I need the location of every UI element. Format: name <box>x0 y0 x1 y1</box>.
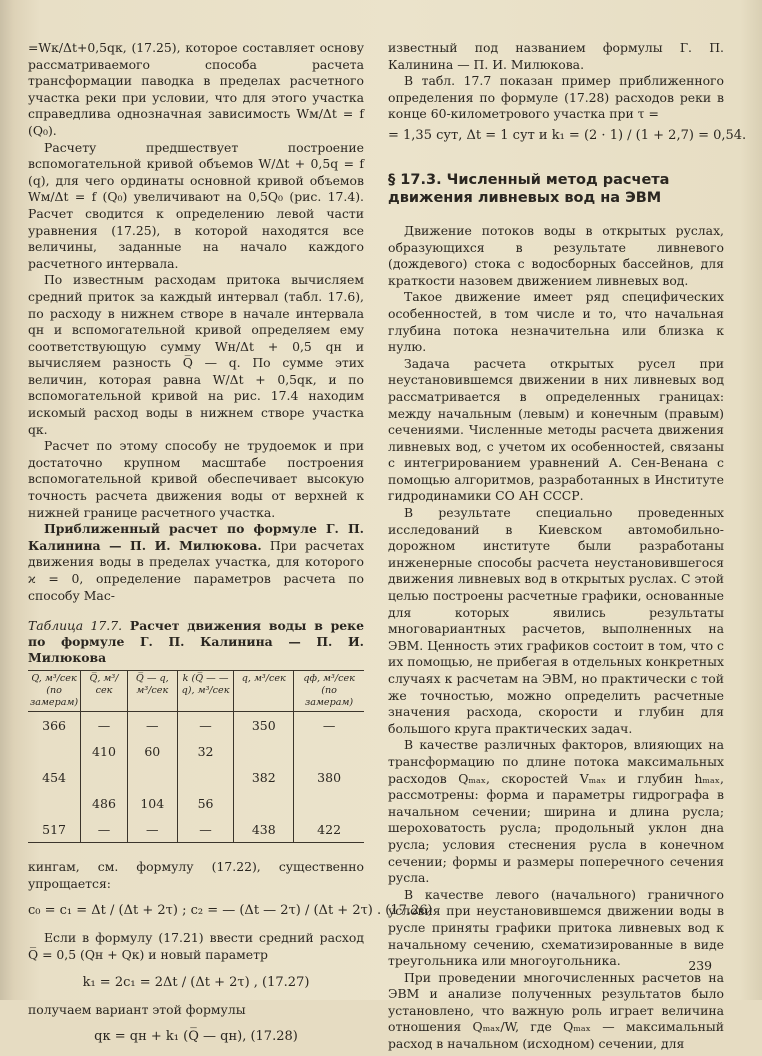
data-table <box>28 670 364 843</box>
equation-17-26: c₀ = c₁ = Δt / (Δt + 2τ) ; c₂ = — (Δt — 2τ) / (Δt + 2τ) . (17.26) <box>28 903 433 919</box>
section-heading: § 17.3. Численный метод расчета движения ливневых вод на ЭВМ <box>388 171 670 206</box>
table-cell <box>28 738 81 764</box>
table-header: q, м³/сек <box>234 671 294 712</box>
page-number: 239 <box>688 958 712 973</box>
table-cell: 56 <box>177 790 234 816</box>
paragraph: В табл. 17.7 показан пример приближенного определения по формуле (17.28) расходов реки в конце 60-километрового участка при τ = <box>388 73 724 122</box>
table-cell: 380 <box>294 764 364 790</box>
table-cell: 32 <box>177 738 234 764</box>
table-cell <box>127 764 177 790</box>
table-header: k (Q̅ — — q), м³/сек <box>177 671 234 712</box>
table-caption-label: Таблица 17.7. <box>28 618 123 634</box>
paragraph: =Wк/Δt+0,5qк, (17.25), которое составляет основу рассматриваемого способа расчета трансформации паводка в пределах расчетного участка реки при условии, что для этого участка справедлива однозначная зависимость Wм/Δt = f (Q₀). <box>28 40 364 138</box>
table-cell: — <box>177 816 234 843</box>
table-row <box>28 764 364 790</box>
paragraph-text: При расчетах движения воды в пределах участка, для которого ϰ = 0, определение параметров расчета по способу Мас- <box>28 537 365 603</box>
paragraph: В качестве левого (начального) граничного условия при неустановившемся движении воды в русле приняты графики притока ливневых вод к начальному сечению, схематизированные в виде треугольника или многоугольника. <box>388 886 724 969</box>
paragraph: В качестве различных факторов, влияющих на трансформацию по длине потока максимальных расходов Qₘₐₓ, скоростей Vₘₐₓ и глубин hₘₐₓ, рассмотрены: форма и параметры гидрографа в начальном сечении; ширина и длина русла; шероховатость русла; продольный уклон дна русла; условия стеснения русла в конечном сечении; формы и размеры поперечного сечения русла. <box>388 737 724 886</box>
table-cell: 486 <box>81 790 128 816</box>
table-cell <box>177 764 234 790</box>
table-header: Q̅ — q, м³/сек <box>127 671 177 712</box>
table-cell <box>28 790 81 816</box>
table-cell: 350 <box>234 712 294 739</box>
table-cell: 104 <box>127 790 177 816</box>
table-cell: 438 <box>234 816 294 843</box>
table-cell: — <box>294 712 364 739</box>
paragraph: известный под названием формулы Г. П. Калинина — П. И. Милюкова. <box>388 40 724 72</box>
table-cell <box>294 790 364 816</box>
table-header: Q, м³/сек (по замерам) <box>28 671 81 712</box>
paragraph: В результате специально проведенных исследований в Киевском автомобильно-дорожном институте были разработаны инженерные способы расчета неустановившегося движения ливневых вод в открытых руслах. С этой целью построены расчетные графики, основанные для которых явились результаты многовариантных расчетов, выполненных на ЭВМ. Ценность этих графиков состоит в том, что с их помощью, не прибегая в отдельных конкретных случаях к расчетам на ЭВМ, но практически с той же точностью, можно определить расчетные значения расхода, скорости и глубин для большого круга практических задач. <box>388 505 724 736</box>
paragraph: Если в формулу (17.21) ввести средний расход Q̅ = 0,5 (Qн + Qк) и новый параметр <box>28 930 364 962</box>
paragraph: Задача расчета открытых русел при неустановившемся движении в них ливневых вод рассматривается в определенных границах: между начальным (левым) и конечным (правым) сечениями. Численные методы расчета движения ливневых вод, с учетом их особенностей, связаны с интегрированием уравнений А. Сен-Венана с помощью алгоритмов, разработанных в Институте гидродинамики СО АН СССР. <box>388 355 724 504</box>
run-in-heading: Приближенный расчет по формуле Г. П. Калинина — П. И. Милюкова. <box>28 521 364 553</box>
table-row <box>28 738 364 764</box>
equation-example: = 1,35 сут, Δt = 1 сут и k₁ = (2 · 1) / (1 + 2,7) = 0,54. <box>388 127 747 143</box>
table-header: qф, м³/сек (по замерам) <box>294 671 364 712</box>
table-cell: — <box>127 816 177 843</box>
paragraph: Расчету предшествует построение вспомогательной кривой объемов W/Δt + 0,5q = f (q), для чего ординаты основной кривой объемов Wм/Δt = f (Q₀) увеличивают на 0,5Q₀ (рис. 17.4). Расчет сводится к определению левой части уравнения (17.25), в которой находятся все величины, заданные на начало каждого расчетного интервала. <box>28 139 364 271</box>
table-cell: 60 <box>127 738 177 764</box>
table-cell: — <box>127 712 177 739</box>
table-cell: — <box>81 712 128 739</box>
paragraph: кингам, см. формулу (17.22), существенно упрощается: <box>28 859 364 891</box>
table-cell: 517 <box>28 816 81 843</box>
table-cell <box>234 738 294 764</box>
table-cell <box>234 790 294 816</box>
table-header: Q̅, м³/сек <box>81 671 128 712</box>
equation-17-27: k₁ = 2c₁ = 2Δt / (Δt + 2τ) , (17.27) <box>82 974 310 990</box>
table-caption-text: Расчет движения воды в реке по формуле Г. П. Калинина — П. И. Милюкова <box>28 618 364 666</box>
table-cell: 422 <box>294 816 364 843</box>
table-cell: 410 <box>81 738 128 764</box>
paragraph: получаем вариант этой формулы <box>28 1001 246 1017</box>
paragraph: Расчет по этому способу не трудоемок и при достаточно крупном масштабе построения вспомогательной кривой обеспечивает высокую точность расчета движения воды от верхней к нижней границе расчетного участка. <box>28 438 364 520</box>
table-row <box>28 712 364 739</box>
table-cell: 366 <box>42 717 66 733</box>
table-cell: 454 <box>42 769 66 785</box>
left-column <box>28 40 433 1056</box>
table-cell: — <box>177 712 234 739</box>
paragraph: По известным расходам притока вычисляем средний приток за каждый интервал (табл. 17.6), по расходу в нижнем створе в начале интервала qн и вспомогательной кривой определяем ему соответствующую сумму Wн/Δt + 0,5 qн и вычисляем разность Q̅ — q. По сумме этих величин, которая равна W/Δt + 0,5qк, и по вспомогательной кривой на рис. 17.4 находим искомый расход воды в нижнем створе участка qк. <box>28 272 364 437</box>
paragraph: Такое движение имеет ряд специфических особенностей, в том числе и то, что начальная глубина потока незначительна или близка к нулю. <box>388 289 724 355</box>
table-row <box>28 790 364 816</box>
paragraph: Движение потоков воды в открытых руслах, образующихся в результате ливневого (дождевого) стока с водосборных бассейнов, для краткости назовем движением ливневых вод. <box>388 222 724 288</box>
paragraph: При проведении многочисленных расчетов на ЭВМ и анализе полученных результатов было установлено, что важную роль играет величина отношения Qₘₐₓ/W, где Qₘₐₓ — максимальный расход в начальном (исходном) сечении, для <box>388 969 724 1052</box>
table-cell <box>294 738 364 764</box>
table-cell: 382 <box>234 764 294 790</box>
paragraph <box>28 521 364 604</box>
table-cell <box>81 764 128 790</box>
equation-17-28: qк = qн + k₁ (Q̅ — qн), (17.28) <box>94 1029 298 1045</box>
right-column <box>388 40 747 1053</box>
table-row <box>28 816 364 843</box>
table-caption <box>28 618 364 666</box>
table-cell: — <box>81 816 128 843</box>
